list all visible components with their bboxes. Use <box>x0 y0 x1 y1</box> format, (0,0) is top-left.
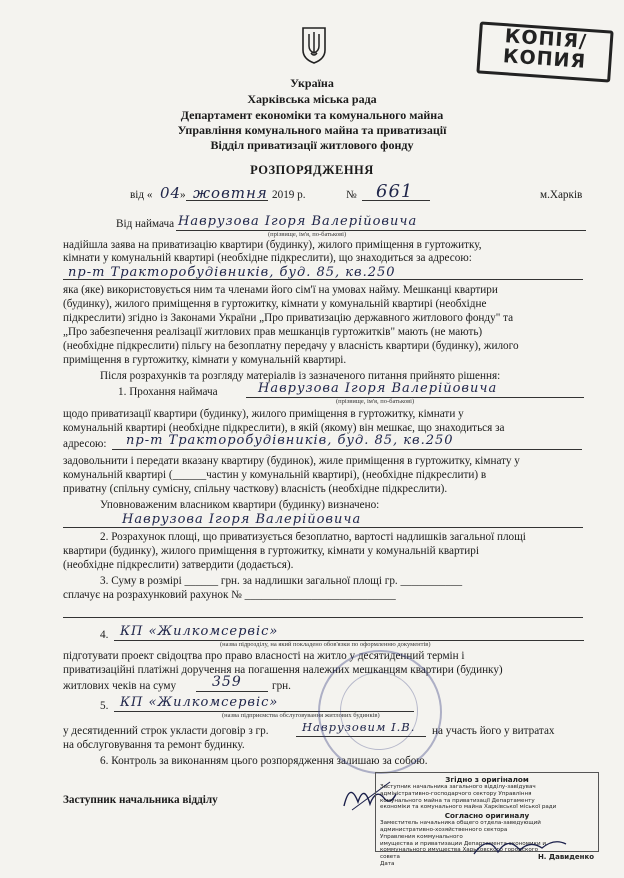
approval-name: Н. Давиденко <box>537 853 594 862</box>
copy-stamp-line2: КОПИЯ <box>502 45 587 73</box>
caption-name-2: (прізвище, ім'я, по-батькові) <box>336 398 415 405</box>
approval-signature <box>470 830 570 864</box>
caption-service: (назва підприємства обслуговування житлових будинків) <box>222 712 380 719</box>
body-line: (необхідне підкреслити) пільгу на безоплатну передачу у власність квартири (будинку), жилого <box>63 340 519 352</box>
approval-line: имущества и приватизации Департамента экономики и <box>380 840 546 847</box>
account-extra-line <box>63 617 583 618</box>
body-line: Уповноваженим власником квартири (будинку) визначено: <box>100 499 380 511</box>
decision-4-org: КП «Жилкомсервіс» <box>120 624 279 639</box>
sum-line <box>196 691 268 692</box>
approval-line: економіки та комунального майна Харківської міської ради <box>380 804 557 811</box>
header-department: Департамент економіки та комунального майна <box>180 108 444 122</box>
body-line: підкреслити) згідно із Законами України „Про приватизацію державного житлового фонду" та <box>63 312 514 324</box>
body-line: сплачує на розрахунковий рахунок № ___________________________ <box>63 589 396 601</box>
trident-emblem-icon <box>301 26 327 64</box>
approval-line: совета <box>380 854 400 861</box>
decision-5-org: КП «Жилкомсервіс» <box>120 695 279 710</box>
number-underline <box>362 200 430 201</box>
decision-5-label: 5. <box>100 700 109 712</box>
body-line: 6. Контроль за виконанням цього розпорядження залишаю за собою. <box>100 755 428 767</box>
approval-line: административно-хозяйственного сектора <box>380 826 508 833</box>
number-label: № <box>346 189 357 201</box>
body-line: приміщення в гуртожитку, кімнати у комунальній квартирі. <box>63 354 347 366</box>
month-underline <box>186 200 268 201</box>
tenant-name-line <box>176 230 586 231</box>
body-line: приватну (спільну сумісну, спільну часткову) власність (необхідне підкреслити). <box>63 483 448 495</box>
decision-1-label: 1. Прохання наймача <box>118 386 218 398</box>
body-line: у десятиденний строк укласти договір з гр. <box>63 725 269 737</box>
approval-line: адміністративно-господарчого сектору Управління <box>380 790 532 797</box>
approval-title-ru: Согласно оригиналу <box>444 811 530 821</box>
copy-stamp-line1: КОПІЯ/ <box>504 25 588 53</box>
body-line: (будинку), жилого приміщення в гуртожитку, кімнати у комунальній квартирі (необхідне <box>63 298 487 310</box>
address-2-line <box>112 449 582 450</box>
copy-stamp <box>476 21 613 82</box>
body-line: Після розрахунків та розгляду матеріалів із зазначеного питання прийнято рішення: <box>100 370 501 382</box>
body-line: 2. Розрахунок площі, що приватизується безоплатно, вартості надлишків загальної площі <box>100 531 526 543</box>
body-line: комунальній квартирі (необхідне підкреслити), в якій (якому) він мешкає, що знаходиться за <box>63 422 505 434</box>
from-tenant-label: Від наймача <box>116 218 175 230</box>
body-line: 3. Суму в розмірі ______ грн. за надлишки загальної площі гр. ___________ <box>100 575 463 587</box>
approval-line: коммунального имущества Харьковского городского <box>380 847 539 854</box>
order-number: 661 <box>376 181 414 202</box>
approval-date-label: Дата <box>380 860 395 867</box>
body-line: підготувати проект свідоцтва про право власності на житло у десятиденний термін і <box>63 650 465 662</box>
body-line: на обслуговування та ремонт будинку. <box>63 739 245 751</box>
header-council: Харківська міська рада <box>247 92 377 106</box>
body-line: „Про забезпечення реалізації житлових прав мешканців гуртожитків" мають (не мають) <box>63 326 483 338</box>
address-line <box>63 279 583 280</box>
date-day: 04 <box>160 184 182 202</box>
body-line: кімнати у комунальній квартирі (необхідне підкреслити), що знаходиться за адресою: <box>63 252 472 264</box>
approval-title-ua: Згідно з оригіналом <box>445 775 529 784</box>
address-handwritten: пр-т Тракторобудівників, буд. 85, кв.250 <box>68 265 396 280</box>
document-title: РОЗПОРЯДЖЕННЯ <box>250 163 374 177</box>
body-line: (необхідне підкреслити) затвердити (додається). <box>63 559 294 571</box>
owner-line <box>63 527 583 528</box>
body-line: на участь його у витратах <box>432 725 555 737</box>
approval-line: Заместитель начальника общего отдела-заведующий <box>380 820 541 827</box>
approval-line: Управления коммунального <box>380 833 463 840</box>
date-prefix: від « <box>130 189 153 201</box>
date-month: жовтня <box>193 184 268 202</box>
body-line: грн. <box>272 680 291 692</box>
header-administration: Управління комунального майна та приватизації <box>177 123 447 137</box>
date-year: 2019 р. <box>272 189 306 201</box>
signature-title: Заступник начальника відділу <box>63 794 218 806</box>
address-handwritten-2: пр-т Тракторобудівників, буд. 85, кв.250 <box>126 433 454 448</box>
body-line: приватизаційні платіжні доручення на погашення належних мешканцям квартири (будинку) <box>63 664 503 676</box>
body-line: задовольнити і передати вказану квартиру (будинок), жиле приміщення в гуртожитку, кімнату у <box>63 455 520 467</box>
caption-name: (прізвище, ім'я, по-батькові) <box>268 231 347 238</box>
round-seal <box>318 650 442 774</box>
date-close-quote: » <box>180 189 186 201</box>
caption-owner: (назва підрозділу, на який покладено обов'язки по оформленню документів) <box>220 641 431 648</box>
header-country: Україна <box>290 76 334 90</box>
header-division: Відділ приватизації житлового фонду <box>210 138 414 152</box>
body-line: щодо приватизації квартири (будинку), жилого приміщення в гуртожитку, кімнати у <box>63 408 464 420</box>
cheques-sum: 359 <box>212 674 242 690</box>
body-line: квартири (будинку), жилого приміщення в гуртожитку, кімнати у комунальній квартирі <box>63 545 479 557</box>
body-line: житлових чеків на суму <box>63 680 177 692</box>
body-line: комунальній квартирі (______частин у комунальній квартирі), (необхідне підкреслити) в <box>63 469 487 481</box>
tenant-name: Наврузова Ігоря Валерійовича <box>178 214 418 229</box>
tenant-name-2: Наврузова Ігоря Валерійовича <box>258 381 498 396</box>
approval-line: Заступник начальника загального відділу-завідувач <box>380 784 536 790</box>
tenant-name-2-line <box>246 397 584 398</box>
body-line: адресою: <box>63 438 107 450</box>
authorized-owner-name: Наврузова Ігоря Валерійовича <box>122 512 362 527</box>
decision-4-label: 4. <box>100 629 109 641</box>
approval-line: комунального майна та приватизації Департаменту <box>380 797 535 804</box>
body-line: надійшла заява на приватизацію квартири (будинку), жилого приміщення в гуртожитку, <box>63 239 482 251</box>
contract-party: Наврузовим І.В. <box>302 720 416 734</box>
city: м.Харків <box>540 189 583 201</box>
body-line: яка (яке) використовується ним та членами його сім'ї на умовах найму. Мешканці квартири <box>63 284 498 296</box>
